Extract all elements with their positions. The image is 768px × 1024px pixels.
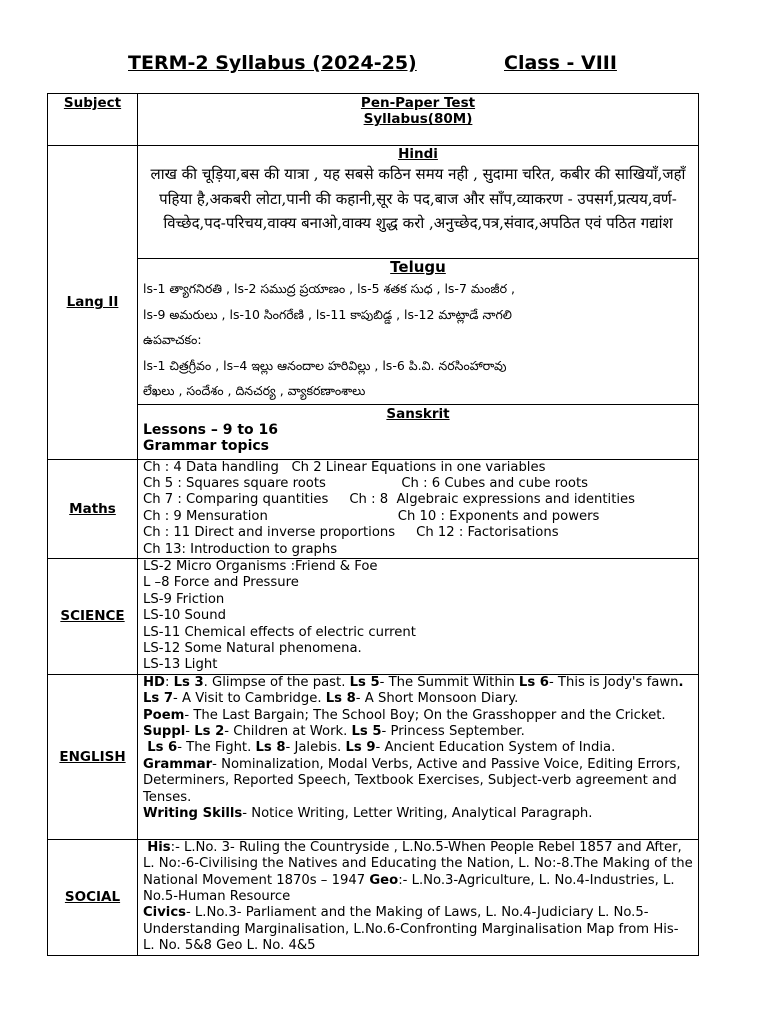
social-geo-text: :- L.No.3-Agriculture, L. No.4-Industries, L. No.5-Human Resource bbox=[143, 872, 675, 904]
page-title: TERM-2 Syllabus (2024-25) bbox=[128, 52, 417, 74]
syllabus-header-line2: Syllabus(80M) bbox=[363, 111, 473, 128]
science-cell bbox=[138, 558, 699, 674]
english-ls-text: - Ancient Education System of India. bbox=[375, 740, 616, 756]
english-poem-paragraph bbox=[143, 708, 693, 741]
table-row-lang2-hindi bbox=[48, 146, 699, 259]
english-poem-text: - The Last Bargain; The School Boy; On the Grasshopper and the Cricket. bbox=[184, 707, 666, 723]
english-suppl-text: - bbox=[185, 724, 195, 739]
english-writing-label: Writing Skills bbox=[143, 806, 243, 822]
english-ls-text: - The Fight. bbox=[177, 740, 256, 756]
social-civics-text: - L.No.3- Parliament and the Making of Laws, L. No.4-Judiciary L. No.5-Understanding Marginalisation, L.No.6-Confronting Marginalisation Map from His- L. No. 5&8 Geo L. No. 4&5 bbox=[143, 905, 679, 954]
telugu-line: ls-1 చిత్రగ్రీవం , ls–4 ఇల్లు ఆనందాల హరివిల్లు , ls-6 పి.వి. నరసింహారావు bbox=[143, 357, 507, 373]
table-row-science bbox=[48, 558, 699, 674]
subject-label-social: SOCIAL bbox=[64, 889, 121, 905]
maths-line: Ch 7 : Comparing quantities Ch : 8 Algebraic expressions and identities bbox=[143, 492, 636, 508]
telugu-line: ls-9 అమరులు , ls-10 సింగరేణి , ls-11 కాపుబిడ్డ , ls-12 మాట్లాడే నాగలి bbox=[143, 306, 512, 322]
english-ls-label: Ls 8 bbox=[325, 691, 356, 707]
english-ls-label: Ls 5 bbox=[349, 674, 380, 690]
english-cell bbox=[138, 674, 699, 839]
hindi-heading: Hindi bbox=[398, 146, 438, 162]
subject-column-label: Subject bbox=[63, 95, 122, 111]
science-line: LS-11 Chemical effects of electric current bbox=[143, 624, 416, 640]
english-suppl-label: Suppl bbox=[143, 724, 186, 739]
table-row-social bbox=[48, 839, 699, 955]
maths-cell bbox=[138, 459, 699, 558]
table-row-maths bbox=[48, 459, 699, 558]
social-his-text: :- L.No. 3- Ruling the Countryside , L.No.5-When People Rebel 1857 and After, L. No:-6-Civilising the Natives and Educating the Nation, L. No:-8.The Making of the National Movement 1870s – 1947 bbox=[143, 839, 693, 888]
english-ls-text: - A Visit to Cambridge. bbox=[173, 691, 326, 707]
english-ls-label: Ls 3 bbox=[173, 674, 204, 690]
telugu-line: ఉపవాచకం: bbox=[143, 332, 202, 347]
table-header-row bbox=[48, 94, 699, 146]
science-line: LS-10 Sound bbox=[143, 608, 226, 624]
syllabus-column-header bbox=[138, 94, 699, 146]
english-ls-label: Ls 5 bbox=[351, 724, 382, 739]
telugu-line: లేఖలు , సందేశం , దినచర్య , వ్యాకరణాంశాలు bbox=[143, 383, 366, 398]
subject-cell-lang2 bbox=[48, 146, 138, 460]
syllabus-header-line1: Pen-Paper Test bbox=[360, 95, 476, 111]
maths-line: Ch 13: Introduction to graphs bbox=[143, 541, 338, 557]
science-line: LS-13 Light bbox=[143, 657, 218, 673]
table-row-english bbox=[48, 674, 699, 839]
subject-label-lang2: Lang II bbox=[66, 294, 119, 311]
subject-cell-science bbox=[48, 558, 138, 674]
table-row-lang2-sanskrit bbox=[48, 404, 699, 459]
english-ls-text: - Jalebis. bbox=[285, 740, 346, 756]
subject-cell-english bbox=[48, 674, 138, 839]
english-ls-label: Ls 6 bbox=[518, 674, 549, 690]
social-history-geo-paragraph bbox=[143, 840, 693, 906]
telugu-line: ls-1 త్యాగనిరతి , ls-2 సముద్ర ప్రయాణం , ls-5 శతక సుధ , ls-7 మంజీర , bbox=[143, 281, 515, 296]
social-civics-paragraph bbox=[143, 905, 693, 954]
english-ls-text: - This is Jody's fawn bbox=[548, 674, 679, 690]
english-ls-label: Ls 9 bbox=[345, 740, 376, 756]
english-grammar-paragraph bbox=[143, 757, 693, 806]
subject-label-science: SCIENCE bbox=[60, 608, 125, 625]
english-ls-text: - Children at Work. bbox=[224, 724, 352, 739]
english-ls-text: - The Summit Within bbox=[379, 674, 519, 690]
subject-label-english: ENGLISH bbox=[59, 748, 126, 765]
maths-line: Ch : 11 Direct and inverse proportions Ch 12 : Factorisations bbox=[143, 525, 559, 541]
table-row-lang2-telugu bbox=[48, 259, 699, 405]
science-line: L –8 Force and Pressure bbox=[143, 575, 299, 591]
english-hd-label: HD bbox=[143, 674, 165, 690]
english-writing-paragraph bbox=[143, 806, 693, 822]
english-hd-paragraph: HD: Ls 3. Glimpse of the past. Ls 5- The Summit Within Ls 6- This is Jody's fawn. Ls 7- A Visit to Cambridge. Ls 8- A Short Monsoon Diary. bbox=[143, 674, 684, 707]
hindi-syllabus-text: लाख की चूड़िया,बस की यात्रा , यह सबसे कठिन समय नही , सुदामा चरित, कबीर की साखियाँ,जहाँ पहिया है,अकबरी लोटा,पानी की कहानी,सूर के पद,बाज और साँप,व्याकरण - उपसर्ग,प्रत्यय,वर्ण-विच्छेद,पद-परिचय,वाक्य बनाओ,वाक्य शुद्ध करो ,अनुच्छेद,पत्र,संवाद,अपठित एवं पठित गद्यांश bbox=[150, 165, 686, 232]
sanskrit-line: Grammar topics bbox=[143, 438, 270, 455]
english-suppl-paragraph bbox=[143, 740, 693, 756]
telugu-heading: Telugu bbox=[390, 258, 446, 276]
english-ls-text: - Princess September. bbox=[381, 724, 525, 739]
subject-cell-social bbox=[48, 839, 138, 955]
english-ls-label: Ls 8 bbox=[255, 740, 286, 756]
english-ls-label: Ls 6 bbox=[147, 740, 178, 756]
english-poem-label: Poem bbox=[143, 707, 185, 723]
english-ls-label: Ls 2 bbox=[194, 724, 225, 739]
english-ls-text: - A Short Monsoon Diary. bbox=[355, 691, 519, 707]
english-grammar-text: - Nominalization, Modal Verbs, Active and Passive Voice, Editing Errors, Determiners, Reported Speech, Textbook Exercises, Subject-verb agreement and Tenses. bbox=[143, 756, 681, 805]
subject-cell-maths bbox=[48, 459, 138, 558]
english-grammar-label: Grammar bbox=[143, 756, 213, 772]
subject-label-maths: Maths bbox=[69, 500, 116, 517]
english-ls-text: . Glimpse of the past. bbox=[203, 674, 350, 690]
telugu-cell bbox=[138, 259, 699, 405]
social-cell bbox=[138, 839, 699, 955]
science-line: LS-12 Some Natural phenomena. bbox=[143, 640, 362, 656]
sanskrit-heading: Sanskrit bbox=[386, 405, 450, 422]
telugu-syllabus bbox=[143, 276, 693, 404]
science-line: LS-9 Friction bbox=[143, 591, 225, 607]
sanskrit-line: Lessons – 9 to 16 bbox=[143, 421, 279, 438]
syllabus-table bbox=[47, 93, 699, 956]
subject-column-header bbox=[48, 94, 138, 146]
social-his-label: His bbox=[147, 839, 171, 855]
class-label: Class - VIII bbox=[504, 52, 617, 74]
english-writing-text: - Notice Writing, Letter Writing, Analytical Paragraph. bbox=[242, 806, 593, 822]
maths-line: Ch : 9 Mensuration Ch 10 : Exponents and powers bbox=[143, 508, 600, 524]
maths-line: Ch : 4 Data handling Ch 2 Linear Equations in one variables bbox=[143, 459, 546, 475]
science-line: LS-2 Micro Organisms :Friend & Foe bbox=[143, 558, 378, 574]
sanskrit-cell bbox=[138, 404, 699, 459]
english-ls-label: . Ls 7 bbox=[143, 674, 684, 707]
hindi-cell bbox=[138, 146, 699, 259]
maths-line: Ch 5 : Squares square roots Ch : 6 Cubes and cube roots bbox=[143, 475, 589, 491]
social-geo-label: Geo bbox=[369, 872, 399, 888]
social-civics-label: Civics bbox=[143, 905, 186, 921]
